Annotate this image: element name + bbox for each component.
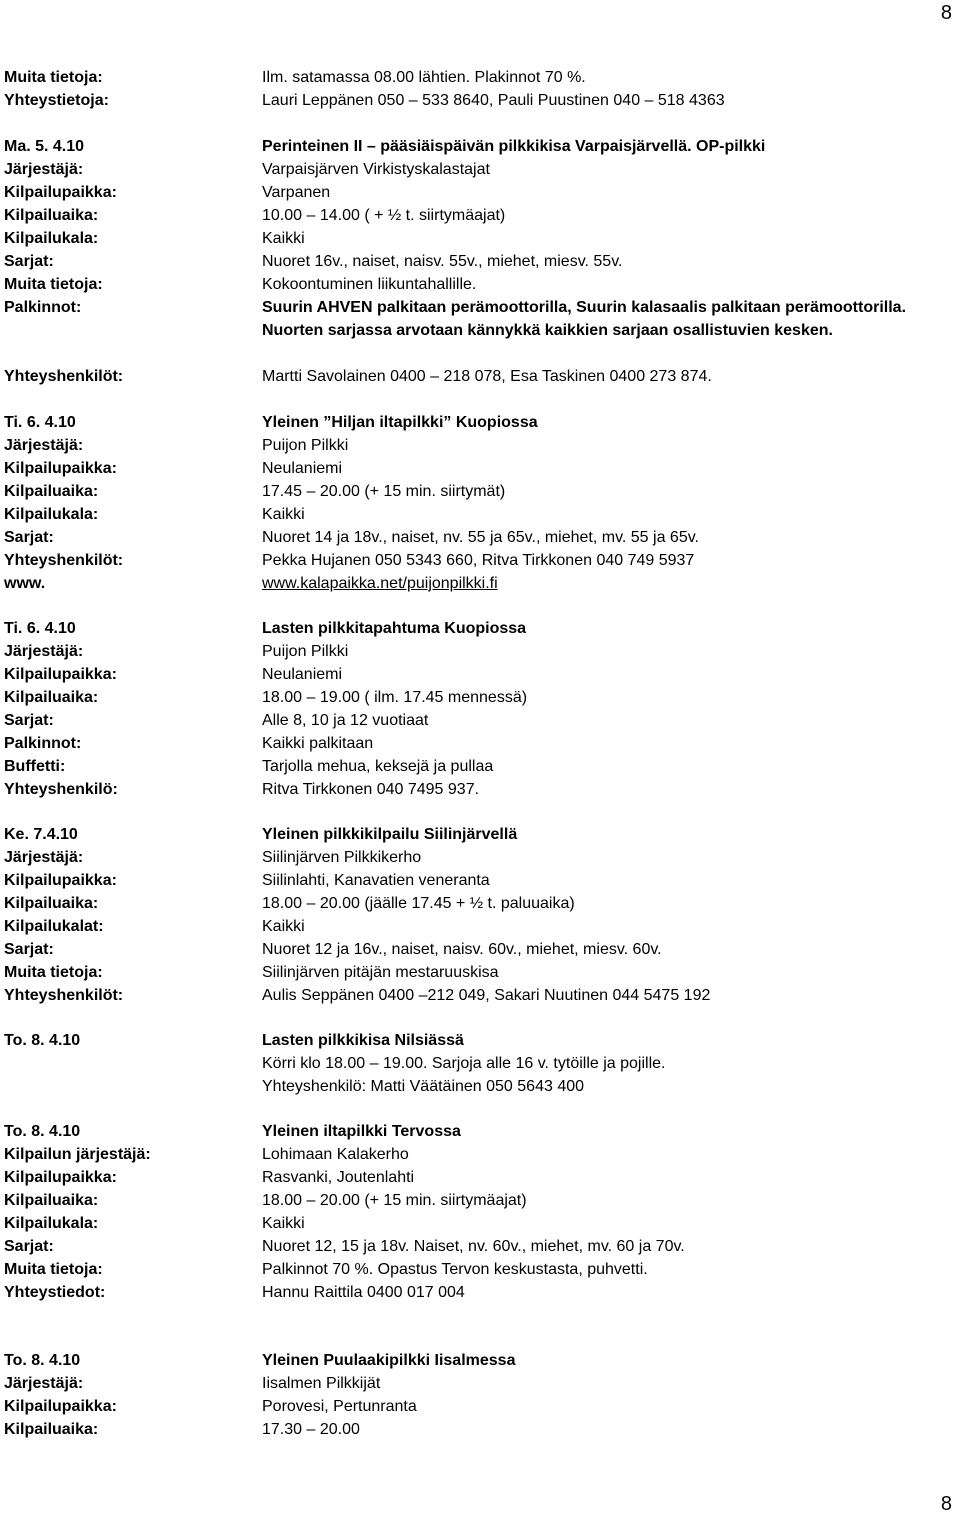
row-label: Yhteyshenkilöt: [4, 552, 124, 569]
event-date: To. 8. 4.10 [4, 1123, 81, 1140]
row-value: Aulis Seppänen 0400 –212 049, Sakari Nuutinen 044 5475 192 [262, 987, 711, 1004]
row-value: 17.45 – 20.00 (+ 15 min. siirtymät) [262, 483, 506, 500]
row-label: Kilpailupaikka: [4, 1398, 117, 1415]
event-date: Ti. 6. 4.10 [4, 414, 76, 431]
row-label: www. [4, 575, 46, 592]
row-value: Hannu Raittila 0400 017 004 [262, 1284, 465, 1301]
event-title: Perinteinen II – pääsiäispäivän pilkkikisa Varpaisjärvellä. OP-pilkki [262, 138, 766, 155]
row-value: Varpaisjärven Virkistyskalastajat [262, 161, 490, 178]
row-label: Sarjat: [4, 941, 54, 958]
row-value: Ritva Tirkkonen 040 7495 937. [262, 781, 480, 798]
row-value: Puijon Pilkki [262, 643, 349, 660]
event-title: Yleinen pilkkikilpailu Siilinjärvellä [262, 826, 518, 843]
row-value: Kaikki [262, 1215, 305, 1232]
row-value: 18.00 – 20.00 (jäälle 17.45 + ½ t. paluuaika) [262, 895, 575, 912]
row-label: Järjestäjä: [4, 643, 84, 660]
row-value: Siilinjärven pitäjän mestaruuskisa [262, 964, 499, 981]
row-value: Kaikki [262, 918, 305, 935]
event-date: To. 8. 4.10 [4, 1032, 81, 1049]
row-label: Yhteystietoja: [4, 92, 109, 109]
row-label: Buffetti: [4, 758, 66, 775]
row-value: 10.00 – 14.00 ( + ½ t. siirtymäajat) [262, 207, 506, 224]
row-value: Martti Savolainen 0400 – 218 078, Esa Taskinen 0400 273 874. [262, 368, 712, 385]
row-value: Varpanen [262, 184, 331, 201]
row-value: Neulaniemi [262, 666, 343, 683]
event-title: Lasten pilkkitapahtuma Kuopiossa [262, 620, 527, 637]
event-date: Ti. 6. 4.10 [4, 620, 76, 637]
row-value: Lauri Leppänen 050 – 533 8640, Pauli Puustinen 040 – 518 4363 [262, 92, 725, 109]
row-value: Kaikki [262, 230, 305, 247]
row-label: Muita tietoja: [4, 1261, 103, 1278]
page-number-bottom: 8 [940, 1493, 952, 1515]
page-number-top: 8 [940, 2, 952, 24]
row-label: Kilpailuaika: [4, 207, 99, 224]
row-value: Kaikki palkitaan [262, 735, 374, 752]
row-label: Kilpailukala: [4, 506, 99, 523]
row-value: Nuoret 12 ja 16v., naiset, naisv. 60v., miehet, miesv. 60v. [262, 941, 662, 958]
row-value: Körri klo 18.00 – 19.00. Sarjoja alle 16 v. tytöille ja pojille. [262, 1055, 666, 1072]
row-label: Kilpailuaika: [4, 483, 99, 500]
row-label: Järjestäjä: [4, 437, 84, 454]
event-date: To. 8. 4.10 [4, 1352, 81, 1369]
row-value: Pekka Hujanen 050 5343 660, Ritva Tirkkonen 040 749 5937 [262, 552, 695, 569]
row-label: Kilpailupaikka: [4, 872, 117, 889]
event-date: Ma. 5. 4.10 [4, 138, 85, 155]
row-label: Sarjat: [4, 253, 54, 270]
row-value: 18.00 – 20.00 (+ 15 min. siirtymäajat) [262, 1192, 527, 1209]
row-label: Kilpailuaika: [4, 1192, 99, 1209]
row-label: Kilpailukalat: [4, 918, 104, 935]
row-label: Kilpailupaikka: [4, 1169, 117, 1186]
row-value: Tarjolla mehua, keksejä ja pullaa [262, 758, 494, 775]
row-label: Yhteyshenkilöt: [4, 368, 124, 385]
row-label: Kilpailuaika: [4, 689, 99, 706]
row-value: Rasvanki, Joutenlahti [262, 1169, 415, 1186]
event-title: Yleinen ”Hiljan iltapilkki” Kuopiossa [262, 414, 538, 431]
row-label: Kilpailukala: [4, 230, 99, 247]
row-value: Suurin AHVEN palkitaan perämoottorilla, Suurin kalasaalis palkitaan perämoottorilla. Nuorten sarjassa arvotaan kännykkä kaikkien sarjaan osallistuvien kesken. [262, 299, 907, 339]
row-value: Kaikki [262, 506, 305, 523]
row-label: Järjestäjä: [4, 849, 84, 866]
website-link[interactable]: www.kalapaikka.net/puijonpilkki.fi [262, 575, 498, 592]
row-label: Kilpailuaika: [4, 895, 99, 912]
row-label: Kilpailukala: [4, 1215, 99, 1232]
row-label: Yhteyshenkilöt: [4, 987, 124, 1004]
event-date: Ke. 7.4.10 [4, 826, 78, 843]
row-value: Siilinjärven Pilkkikerho [262, 849, 422, 866]
row-label: Yhteystiedot: [4, 1284, 106, 1301]
row-value: 17.30 – 20.00 [262, 1421, 360, 1438]
row-label: Järjestäjä: [4, 1375, 84, 1392]
row-value: Neulaniemi [262, 460, 343, 477]
row-label: Yhteyshenkilö: [4, 781, 118, 798]
row-label: Sarjat: [4, 1238, 54, 1255]
row-value: Nuoret 16v., naiset, naisv. 55v., miehet, miesv. 55v. [262, 253, 623, 270]
row-label: Palkinnot: [4, 735, 82, 752]
row-label: Kilpailupaikka: [4, 460, 117, 477]
row-label: Kilpailupaikka: [4, 666, 117, 683]
event-title: Lasten pilkkikisa Nilsiässä [262, 1032, 464, 1049]
row-label: Kilpailupaikka: [4, 184, 117, 201]
event-title: Yleinen Puulaakipilkki Iisalmessa [262, 1352, 516, 1369]
row-label: Sarjat: [4, 712, 54, 729]
row-label: Muita tietoja: [4, 69, 103, 86]
row-value: Ilm. satamassa 08.00 lähtien. Plakinnot 70 %. [262, 69, 586, 86]
row-label: Muita tietoja: [4, 964, 103, 981]
event-title: Yleinen iltapilkki Tervossa [262, 1123, 461, 1140]
row-value: Palkinnot 70 %. Opastus Tervon keskustasta, puhvetti. [262, 1261, 648, 1278]
row-value: Iisalmen Pilkkijät [262, 1375, 381, 1392]
row-label: Kilpailuaika: [4, 1421, 99, 1438]
row-value: Nuoret 14 ja 18v., naiset, nv. 55 ja 65v., miehet, mv. 55 ja 65v. [262, 529, 699, 546]
row-value: Yhteyshenkilö: Matti Väätäinen 050 5643 400 [262, 1078, 585, 1095]
row-value: Lohimaan Kalakerho [262, 1146, 409, 1163]
row-label: Palkinnot: [4, 299, 82, 316]
row-label: Muita tietoja: [4, 276, 103, 293]
row-value: Siilinlahti, Kanavatien veneranta [262, 872, 490, 889]
row-label: Kilpailun järjestäjä: [4, 1146, 151, 1163]
row-label: Järjestäjä: [4, 161, 84, 178]
row-value: Alle 8, 10 ja 12 vuotiaat [262, 712, 429, 729]
row-value: Nuoret 12, 15 ja 18v. Naiset, nv. 60v., miehet, mv. 60 ja 70v. [262, 1238, 685, 1255]
row-value: Puijon Pilkki [262, 437, 349, 454]
row-value: Kokoontuminen liikuntahallille. [262, 276, 477, 293]
row-value: 18.00 – 19.00 ( ilm. 17.45 mennessä) [262, 689, 528, 706]
row-value: Porovesi, Pertunranta [262, 1398, 417, 1415]
row-label: Sarjat: [4, 529, 54, 546]
